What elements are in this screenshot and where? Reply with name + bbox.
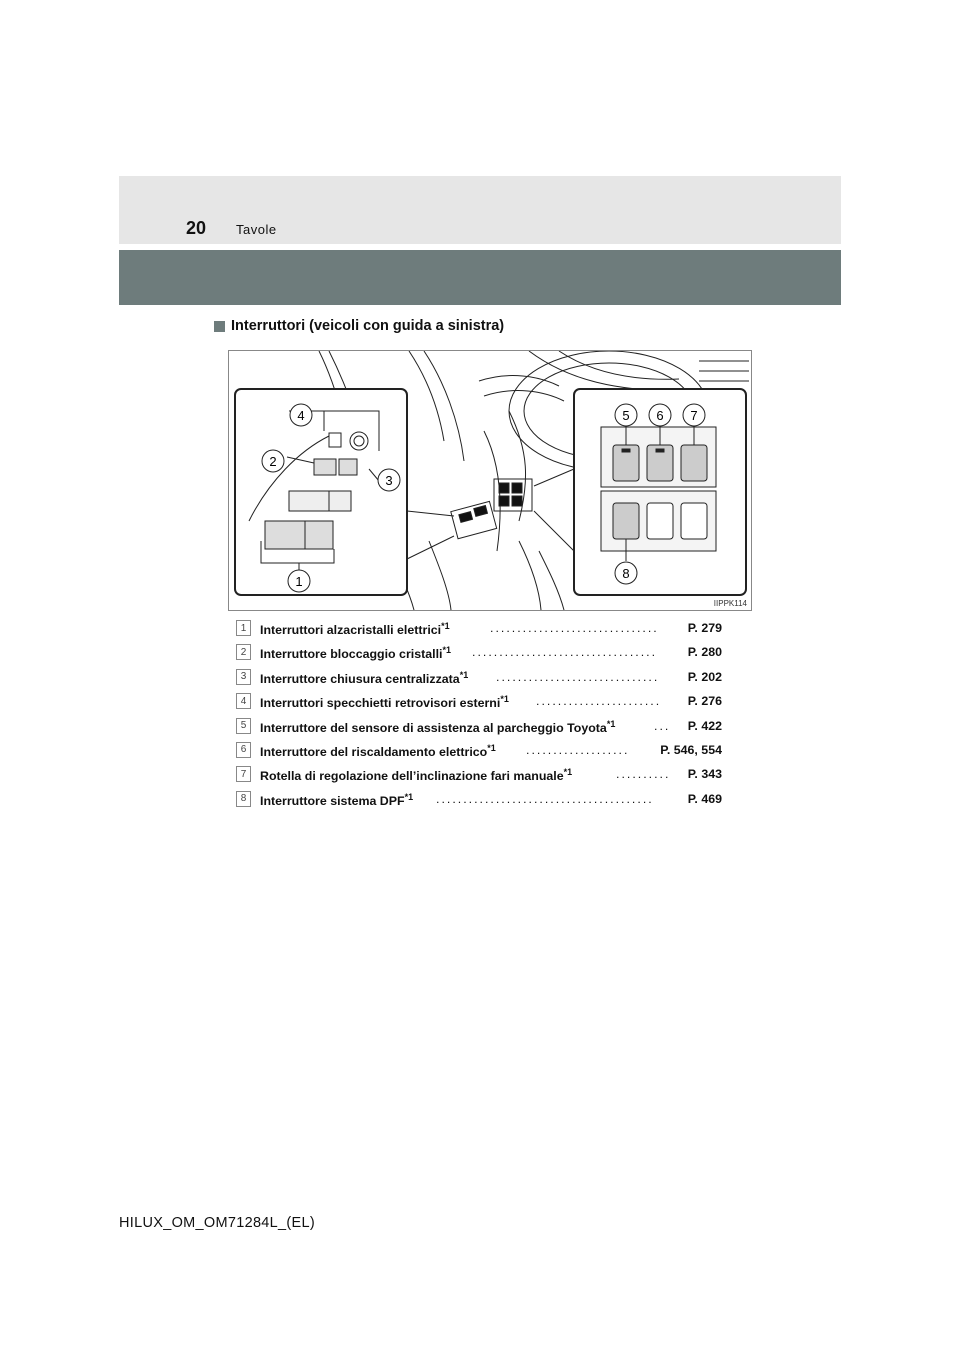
item-number: 5 — [236, 718, 251, 734]
heading-square-icon — [214, 321, 225, 332]
item-page-link[interactable]: P. 343 — [687, 767, 722, 782]
item-label: Interruttori specchietti retrovisori esterni$^{*1}$ — [260, 694, 509, 711]
item-label: Interruttore bloccaggio cristalli$^{*1}$ — [260, 645, 451, 662]
list-item — [236, 618, 726, 642]
leader-dots: ....................... — [536, 694, 662, 709]
callout-6-text: 6 — [656, 408, 664, 423]
switch-list — [236, 618, 726, 813]
item-label: Interruttore del sensore di assistenza al parcheggio Toyota$^{*1}$ — [260, 718, 616, 735]
item-page-link[interactable]: P. 202 — [687, 669, 722, 684]
page-number: 20 — [186, 218, 207, 238]
leader-dots: .......... — [616, 767, 671, 782]
section-name: Tavole — [236, 222, 277, 237]
item-label: Interruttore del riscaldamento elettrico$^{*1}$ — [260, 742, 496, 760]
item-label: Interruttore sistema DPF$^{*1}$ — [260, 791, 414, 808]
item-page-link[interactable]: P. 546, 554 — [660, 742, 722, 757]
leader-dots: ................... — [526, 742, 630, 757]
item-page-link[interactable]: P. 279 — [687, 621, 722, 635]
list-item — [236, 642, 726, 666]
callout-4-text: 4 — [297, 408, 305, 423]
item-number: 7 — [236, 766, 251, 782]
item-number: 6 — [236, 742, 251, 758]
heading-text: Interruttori (veicoli con guida a sinistra) — [231, 318, 505, 334]
callout-5-text: 5 — [622, 408, 630, 423]
item-page-link[interactable]: P. 469 — [687, 791, 722, 806]
item-label: Rotella di regolazione dell’inclinazione fari manuale$^{*1}$ — [260, 767, 573, 784]
item-label: Interruttori alzacristalli elettrici$^{*1}$ — [260, 621, 450, 638]
callout-8-text: 8 — [622, 566, 630, 581]
leader-dots: .................................. — [472, 645, 658, 660]
item-page-link[interactable]: P. 422 — [687, 718, 722, 733]
callout-1-text: 1 — [295, 574, 303, 589]
list-item — [236, 789, 726, 813]
item-page-link[interactable]: P. 280 — [687, 645, 722, 660]
list-item — [236, 716, 726, 740]
figure-code: IIPPK114 — [713, 599, 747, 608]
illustration-svg — [229, 351, 751, 610]
callout-3-text: 3 — [385, 473, 393, 488]
header-band — [119, 176, 841, 244]
document-code: HILUX_OM_OM71284L_(EL) — [119, 1215, 315, 1231]
callout-2-text: 2 — [269, 454, 277, 469]
leader-dots: ........................................ — [436, 791, 654, 806]
list-item — [236, 764, 726, 788]
item-number: 2 — [236, 644, 251, 660]
leader-dots: .............................. — [496, 669, 660, 684]
item-number: 1 — [236, 620, 251, 636]
section-heading — [214, 318, 504, 334]
leader-dots: ............................... — [490, 621, 659, 635]
list-item — [236, 740, 726, 764]
switches-illustration — [228, 350, 752, 611]
leader-dots: ... — [654, 718, 671, 733]
callout-7-text: 7 — [690, 408, 698, 423]
item-number: 3 — [236, 669, 251, 685]
item-page-link[interactable]: P. 276 — [687, 694, 722, 709]
item-number: 4 — [236, 693, 251, 709]
header-bar — [119, 250, 841, 305]
item-label: Interruttore chiusura centralizzata$^{*1}$ — [260, 669, 469, 686]
item-number: 8 — [236, 791, 251, 807]
list-item — [236, 667, 726, 691]
list-item — [236, 691, 726, 715]
